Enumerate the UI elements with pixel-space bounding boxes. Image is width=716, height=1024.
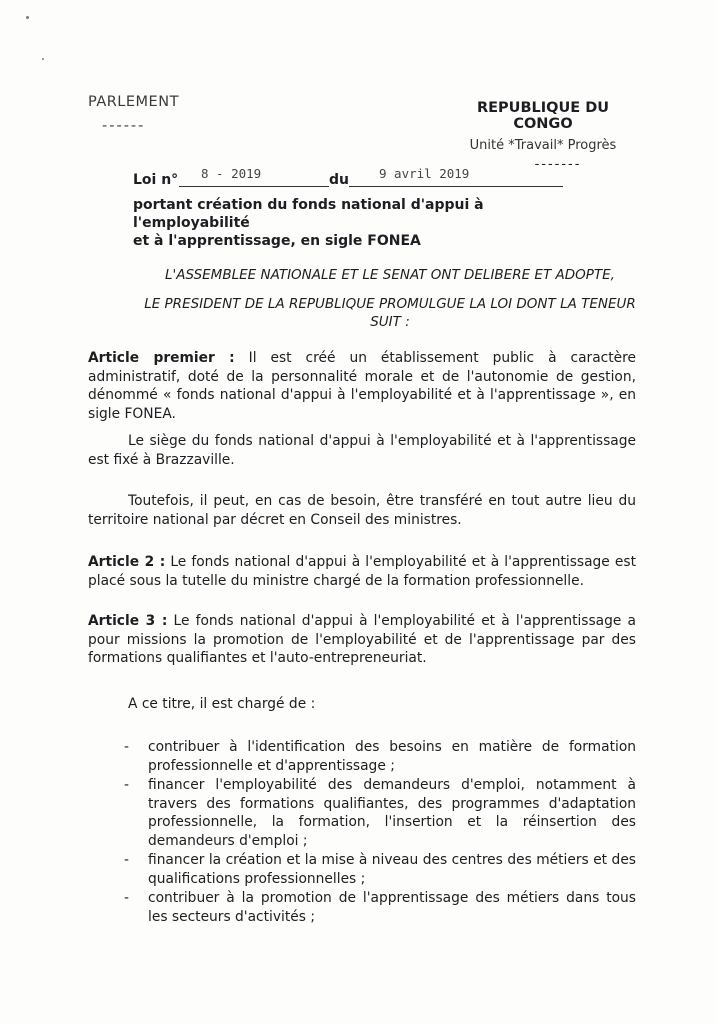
law-date-rule — [349, 186, 563, 187]
law-number-rule — [179, 186, 329, 187]
list-item — [120, 851, 636, 888]
scan-speck — [42, 58, 44, 60]
law-date: 9 avril 2019 — [379, 166, 470, 181]
article-2 — [88, 553, 636, 590]
header-right — [448, 100, 638, 172]
article-3-text: Le fonds national d'appui à l'employabilité et à l'apprentissage a pour missions la promotion de l'employabilité et de l'apprentissage par des formations qualifiantes et l'auto-entrepreneuriat. — [88, 613, 636, 666]
article-2-text: Le fonds national d'appui à l'employabilité et à l'apprentissage est placé sous la tutelle du ministre chargé de la formation professionnelle. — [88, 554, 636, 589]
list-item — [120, 738, 636, 775]
article-3-heading: Article 3 : — [88, 613, 168, 629]
list-bullet: - — [124, 739, 129, 755]
list-bullet: - — [124, 890, 129, 906]
article-1-paragraph-3: Toutefois, il peut, en cas de besoin, être transféré en tout autre lieu du territoire national par décret en Conseil des ministres. — [88, 493, 636, 528]
enactment-line-1: L'ASSEMBLEE NATIONALE ET LE SENAT ONT DELIBERE ET ADOPTE, — [165, 267, 615, 283]
parliament-title: PARLEMENT — [88, 94, 179, 110]
subject-line-2: et à l'apprentissage, en sigle FONEA — [133, 233, 421, 249]
list-item — [120, 776, 636, 850]
national-motto: Unité *Travail* Progrès — [469, 138, 617, 153]
scan-speck — [26, 16, 29, 19]
article-1-paragraph-2: Le siège du fonds national d'appui à l'employabilité et à l'apprentissage est fixé à Brazzaville. — [88, 433, 636, 468]
header-left — [88, 94, 198, 134]
enactment-line-2: LE PRESIDENT DE LA REPUBLIQUE PROMULGUE LA LOI DONT LA TENEUR SUIT : — [144, 296, 636, 330]
article-3-intro: A ce titre, il est chargé de : — [128, 696, 316, 712]
missions-list — [120, 738, 636, 927]
list-item-text: financer la création et la mise à niveau des centres des métiers et des qualifications professionnelles ; — [148, 852, 636, 887]
article-1-heading: Article premier : — [88, 350, 235, 366]
header-left-dashes: ------ — [102, 118, 146, 134]
list-item-text: contribuer à l'identification des besoins en matière de formation professionnelle et d'apprentissage ; — [148, 739, 636, 774]
list-bullet: - — [124, 852, 129, 868]
list-item-text: financer l'employabilité des demandeurs d'emploi, notamment à travers des formations qualifiantes, des programmes d'adaptation professionnelle, la formation, l'insertion et la réinsertion des demandeurs d'emploi ; — [148, 777, 636, 849]
loi-label: Loi n° — [133, 172, 179, 188]
list-item — [120, 889, 636, 926]
law-number: 8 - 2019 — [201, 166, 262, 181]
list-item-text: contribuer à la promotion de l'apprentissage des métiers dans tous les secteurs d'activités ; — [148, 890, 636, 925]
article-1-text: Il est créé un établissement public à caractère administratif, doté de la personnalité morale et de l'autonomie de gestion, dénommé « fonds national d'appui à l'employabilité et à l'apprentissage », en sigle FONEA. — [88, 350, 637, 422]
law-subject — [133, 196, 593, 250]
du-label: du — [329, 172, 349, 188]
article-1 — [88, 349, 636, 423]
country-name: REPUBLIQUE DU CONGO — [476, 100, 610, 132]
header-right-dashes: ------- — [534, 157, 582, 172]
law-number-line — [133, 166, 593, 190]
list-bullet: - — [124, 777, 129, 793]
article-2-heading: Article 2 : — [88, 554, 166, 570]
subject-line-1: portant création du fonds national d'appui à l'employabilité — [133, 197, 484, 231]
article-3 — [88, 612, 636, 668]
